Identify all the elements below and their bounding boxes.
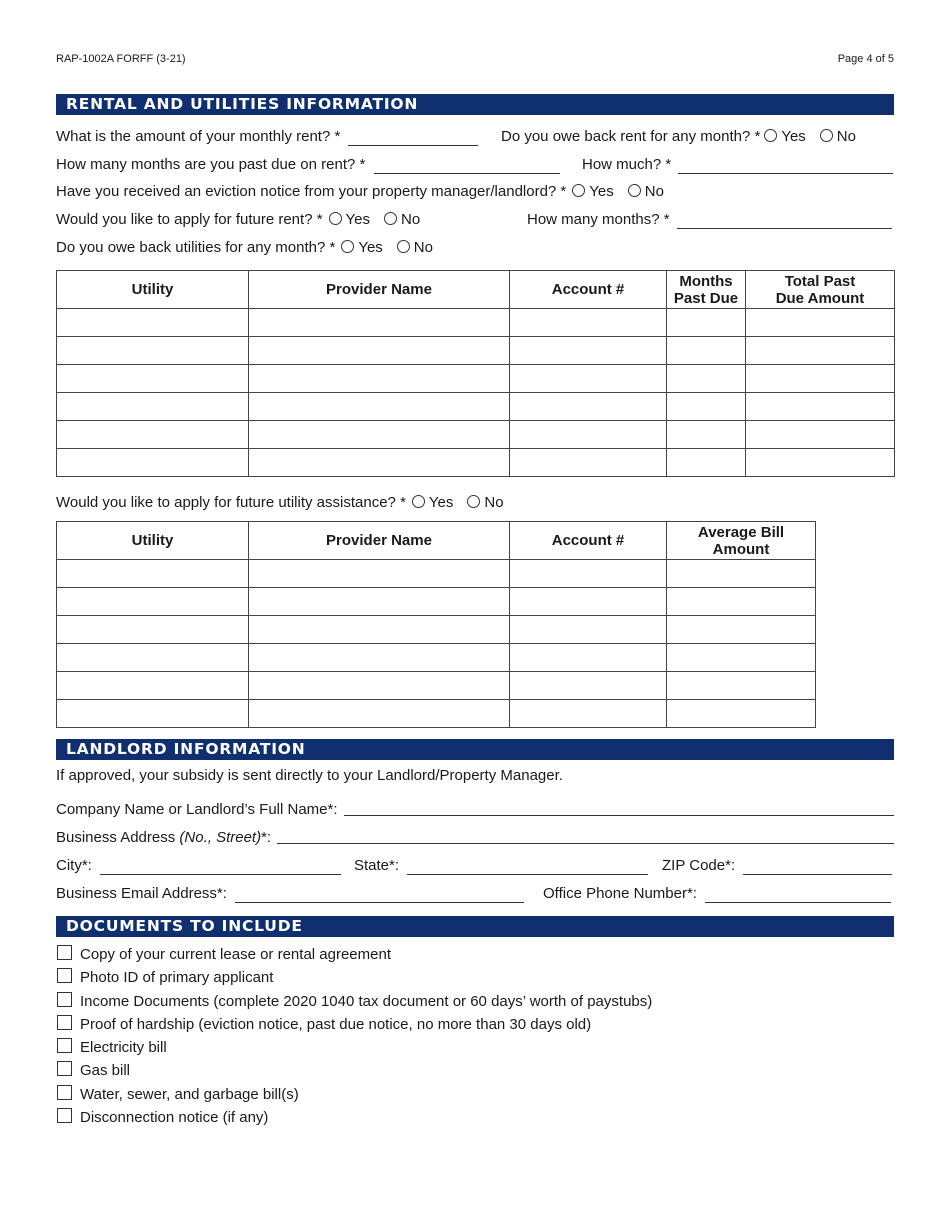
table-cell[interactable] <box>249 449 510 477</box>
monthly-rent-row <box>56 128 478 146</box>
company-input[interactable] <box>344 801 894 816</box>
document-item: Proof of hardship (eviction notice, past due notice, no more than 30 days old) <box>57 1015 591 1034</box>
future-utility-row <box>56 494 504 512</box>
future-rent-yes-label: Yes <box>345 211 371 228</box>
table-row <box>57 421 895 449</box>
table-cell[interactable] <box>510 644 667 672</box>
how-many-months-input[interactable] <box>677 214 892 229</box>
email-label: Business Email Address*: <box>56 885 227 902</box>
table-cell[interactable] <box>57 560 249 588</box>
table-cell[interactable] <box>746 365 895 393</box>
table-cell[interactable] <box>57 421 249 449</box>
table-cell[interactable] <box>667 616 816 644</box>
table-cell[interactable] <box>510 616 667 644</box>
back-utilities-row <box>56 239 433 257</box>
table-cell[interactable] <box>249 421 510 449</box>
eviction-yes-radio[interactable] <box>572 184 585 197</box>
table-cell[interactable] <box>510 309 667 337</box>
table-cell[interactable] <box>510 393 667 421</box>
table-cell[interactable] <box>746 337 895 365</box>
table-cell[interactable] <box>57 672 249 700</box>
col-account: Account # <box>510 271 667 309</box>
document-checkbox[interactable] <box>57 1108 72 1123</box>
back-rent-no-label: No <box>836 128 856 145</box>
col-average-bill: Average Bill Amount <box>667 522 816 560</box>
back-rent-row <box>501 128 856 146</box>
table-row <box>57 393 895 421</box>
document-checkbox[interactable] <box>57 1015 72 1030</box>
document-checkbox[interactable] <box>57 945 72 960</box>
table-row <box>57 449 895 477</box>
table-cell[interactable] <box>57 365 249 393</box>
monthly-rent-label: What is the amount of your monthly rent? * <box>56 128 341 145</box>
document-checkbox[interactable] <box>57 1038 72 1053</box>
eviction-no-radio[interactable] <box>628 184 641 197</box>
table-row <box>57 700 816 728</box>
document-checkbox[interactable] <box>57 968 72 983</box>
back-utilities-yes-radio[interactable] <box>341 240 354 253</box>
future-utility-no-label: No <box>484 494 504 511</box>
table-cell[interactable] <box>667 365 746 393</box>
eviction-no-label: No <box>644 183 664 200</box>
page-number: Page 4 of 5 <box>837 53 894 65</box>
rental-section-title: RENTAL AND UTILITIES INFORMATION <box>56 94 894 115</box>
back-utilities-no-radio[interactable] <box>397 240 410 253</box>
phone-row <box>543 885 891 903</box>
table-cell[interactable] <box>667 393 746 421</box>
document-item: Disconnection notice (if any) <box>57 1108 268 1127</box>
table-cell[interactable] <box>510 337 667 365</box>
table-cell[interactable] <box>249 365 510 393</box>
table-cell[interactable] <box>667 588 816 616</box>
future-rent-yes-radio[interactable] <box>329 212 342 225</box>
table-cell[interactable] <box>249 616 510 644</box>
table-cell[interactable] <box>746 393 895 421</box>
col-account: Account # <box>510 522 667 560</box>
back-rent-yes-label: Yes <box>781 128 806 145</box>
table-cell[interactable] <box>746 421 895 449</box>
back-utilities-yes-label: Yes <box>358 239 383 256</box>
col-provider-name: Provider Name <box>249 522 510 560</box>
future-rent-row <box>56 211 420 229</box>
months-past-due-input[interactable] <box>374 159 560 174</box>
table-cell[interactable] <box>249 560 510 588</box>
zip-label: ZIP Code*: <box>662 857 736 874</box>
landlord-section-title: LANDLORD INFORMATION <box>56 739 894 760</box>
col-months-past-due: Months Past Due <box>667 271 746 309</box>
table-cell[interactable] <box>510 421 667 449</box>
documents-section-title: DOCUMENTS TO INCLUDE <box>56 916 894 937</box>
table-cell[interactable] <box>249 672 510 700</box>
table-cell[interactable] <box>667 560 816 588</box>
state-label: State*: <box>354 857 400 874</box>
col-provider-name: Provider Name <box>249 271 510 309</box>
how-much-label: How much? * <box>582 156 672 173</box>
table-row <box>57 365 895 393</box>
document-checkbox[interactable] <box>57 1085 72 1100</box>
table-cell[interactable] <box>249 337 510 365</box>
table-cell[interactable] <box>249 393 510 421</box>
company-label: Company Name or Landlord’s Full Name*: <box>56 801 338 818</box>
table-cell[interactable] <box>667 672 816 700</box>
future-utility-table <box>56 521 816 728</box>
table-cell[interactable] <box>667 644 816 672</box>
back-rent-no-radio[interactable] <box>820 129 833 142</box>
table-cell[interactable] <box>57 337 249 365</box>
table-cell[interactable] <box>667 309 746 337</box>
how-much-row <box>582 156 893 174</box>
table-row <box>57 616 816 644</box>
address-input[interactable] <box>277 829 894 844</box>
col-utility: Utility <box>57 271 249 309</box>
address-row <box>56 829 894 847</box>
email-input[interactable] <box>235 888 524 903</box>
document-checkbox[interactable] <box>57 992 72 1007</box>
phone-label: Office Phone Number*: <box>543 885 697 902</box>
utilities-table-header <box>57 271 895 309</box>
table-cell[interactable] <box>57 616 249 644</box>
table-cell[interactable] <box>667 700 816 728</box>
table-cell[interactable] <box>667 421 746 449</box>
table-row <box>57 337 895 365</box>
table-cell[interactable] <box>510 588 667 616</box>
future-utility-yes-label: Yes <box>428 494 454 511</box>
form-id: RAP-1002A FORFF (3-21) <box>56 53 186 65</box>
table-cell[interactable] <box>746 309 895 337</box>
back-rent-yes-radio[interactable] <box>764 129 777 142</box>
future-rent-no-label: No <box>401 211 421 228</box>
city-row <box>56 857 341 875</box>
table-cell[interactable] <box>510 560 667 588</box>
table-cell[interactable] <box>249 700 510 728</box>
table-cell[interactable] <box>667 337 746 365</box>
landlord-intro: If approved, your subsidy is sent directly to your Landlord/Property Manager. <box>56 767 563 784</box>
state-input[interactable] <box>407 860 648 875</box>
table-cell[interactable] <box>57 588 249 616</box>
table-row <box>57 644 816 672</box>
table-cell[interactable] <box>57 309 249 337</box>
city-label: City*: <box>56 857 92 874</box>
monthly-rent-input[interactable] <box>348 131 478 146</box>
table-cell[interactable] <box>510 449 667 477</box>
document-item: Photo ID of primary applicant <box>57 968 273 987</box>
document-item: Copy of your current lease or rental agreement <box>57 945 391 964</box>
email-row <box>56 885 524 903</box>
table-cell[interactable] <box>510 365 667 393</box>
future-table-header <box>57 522 816 560</box>
how-much-input[interactable] <box>678 159 893 174</box>
future-rent-no-radio[interactable] <box>384 212 397 225</box>
table-cell[interactable] <box>249 644 510 672</box>
address-label: Business Address (No., Street)*: <box>56 829 272 846</box>
future-utility-no-radio[interactable] <box>467 495 480 508</box>
back-rent-label: Do you owe back rent for any month? * <box>501 128 761 145</box>
eviction-label: Have you received an eviction notice from your property manager/landlord? * <box>56 183 567 200</box>
back-utilities-no-label: No <box>413 239 433 256</box>
utilities-past-due-table <box>56 270 895 477</box>
table-row <box>57 672 816 700</box>
col-utility: Utility <box>57 522 249 560</box>
back-utilities-label: Do you owe back utilities for any month? * <box>56 239 336 256</box>
table-cell[interactable] <box>57 449 249 477</box>
col-total-past-due: Total Past Due Amount <box>746 271 895 309</box>
table-row <box>57 560 816 588</box>
state-row <box>354 857 648 875</box>
table-cell[interactable] <box>746 449 895 477</box>
future-utility-yes-radio[interactable] <box>412 495 425 508</box>
eviction-yes-label: Yes <box>589 183 614 200</box>
document-item: Water, sewer, and garbage bill(s) <box>57 1085 299 1104</box>
document-item: Income Documents (complete 2020 1040 tax document or 60 days’ worth of paystubs) <box>57 992 652 1011</box>
city-input[interactable] <box>100 860 341 875</box>
zip-input[interactable] <box>743 860 892 875</box>
table-row <box>57 588 816 616</box>
table-cell[interactable] <box>510 700 667 728</box>
months-past-due-row <box>56 156 560 174</box>
document-item: Gas bill <box>57 1061 130 1080</box>
phone-input[interactable] <box>705 888 891 903</box>
table-cell[interactable] <box>57 700 249 728</box>
how-many-months-row <box>527 211 892 229</box>
table-cell[interactable] <box>510 672 667 700</box>
how-many-months-label: How many months? * <box>527 211 670 228</box>
table-cell[interactable] <box>57 393 249 421</box>
eviction-row <box>56 183 664 201</box>
zip-row <box>662 857 892 875</box>
future-rent-label: Would you like to apply for future rent? * <box>56 211 323 228</box>
table-row <box>57 309 895 337</box>
document-item: Electricity bill <box>57 1038 167 1057</box>
table-cell[interactable] <box>249 588 510 616</box>
table-cell[interactable] <box>57 644 249 672</box>
table-cell[interactable] <box>667 449 746 477</box>
company-row <box>56 801 894 819</box>
document-checkbox[interactable] <box>57 1061 72 1076</box>
table-cell[interactable] <box>249 309 510 337</box>
future-utility-label: Would you like to apply for future utility assistance? * <box>56 494 406 511</box>
months-past-due-label: How many months are you past due on rent? * <box>56 156 366 173</box>
